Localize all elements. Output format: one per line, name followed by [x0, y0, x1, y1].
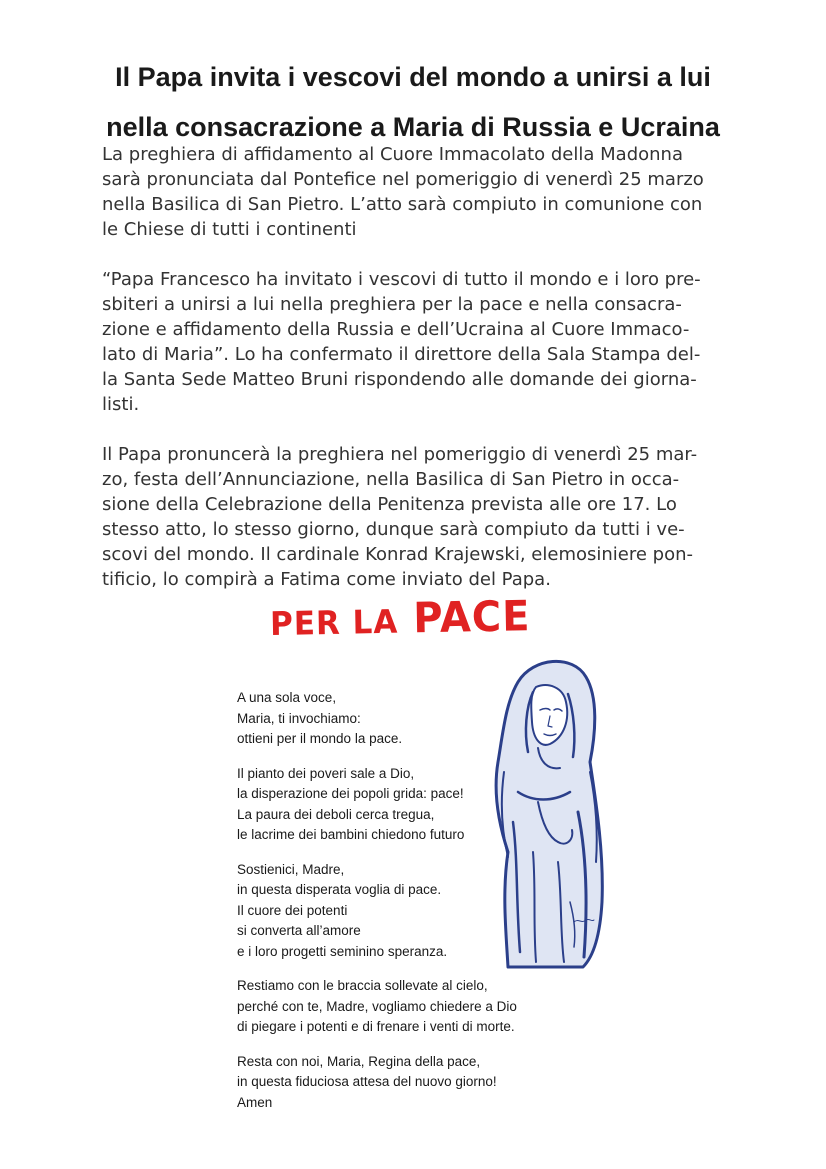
poem-line: A una sola voce,	[237, 690, 337, 705]
text-line: nella Basilica di San Pietro. L’atto sarà compiuto in comunione con	[102, 194, 703, 215]
article-body	[102, 142, 762, 617]
poem-stanza-2	[237, 764, 567, 846]
poem-line: Resta con noi, Maria, Regina della pace,	[237, 1053, 481, 1069]
text-line: lato di Maria”. Lo ha confermato il direttore della Sala Stampa del-	[102, 344, 701, 365]
text-line: le Chiese di tutti i continenti	[102, 219, 357, 240]
poem-line: si converta all’amore	[237, 923, 361, 938]
text-line: sarà pronunciata dal Pontefice nel pomeriggio di venerdì 25 marzo	[102, 169, 704, 190]
text-line: sbiteri a unirsi a lui nella preghiera per la pace e nella consacra-	[102, 294, 682, 315]
text-line: tificio, lo compirà a Fatima come inviato del Papa.	[102, 569, 551, 590]
poem-line: perché con te, Madre, vogliamo chiedere a Dio	[237, 998, 517, 1014]
poem-line: Restiamo con le braccia sollevate al cielo,	[237, 978, 488, 993]
text-line: “Papa Francesco ha invitato i vescovi di tutto il mondo e i loro pre-	[102, 269, 701, 290]
text-line: La preghiera di affidamento al Cuore Immacolato della Madonna	[102, 144, 683, 165]
poster-title-part-1: PER LA	[269, 603, 399, 644]
article-title-line-2: nella consacrazione a Maria di Russia e Ucraina	[106, 112, 720, 142]
poster-title	[270, 590, 541, 651]
prayer-poem	[237, 688, 567, 1127]
poem-line: la disperazione dei popoli grida: pace!	[237, 786, 464, 801]
poem-line: Maria, ti invochiamo:	[237, 710, 361, 726]
text-line: la Santa Sede Matteo Bruni rispondendo alle domande dei giorna-	[102, 369, 697, 390]
poem-line: Sostienici, Madre,	[237, 861, 345, 877]
poem-line: ottieni per il mondo la pace.	[237, 731, 403, 746]
poem-line: Il cuore dei potenti	[237, 902, 348, 918]
poster-title-part-2: PACE	[412, 592, 531, 643]
text-line: zione e affidamento della Russia e dell’Ucraina al Cuore Immaco-	[102, 319, 690, 340]
article-paragraph-2	[102, 267, 762, 417]
poem-line: di piegare i potenti e di frenare i venti di morte.	[237, 1019, 515, 1034]
poem-line: La paura dei deboli cerca tregua,	[237, 806, 435, 822]
poem-stanza-1	[237, 688, 567, 750]
poem-line: in questa disperata voglia di pace.	[237, 882, 442, 897]
poem-line: le lacrime dei bambini chiedono futuro	[237, 827, 465, 842]
poem-line: Amen	[237, 1094, 273, 1110]
poem-stanza-5	[237, 1052, 567, 1114]
article-paragraph-1	[102, 142, 762, 242]
poem-stanza-4	[237, 976, 567, 1038]
article-paragraph-3	[102, 442, 762, 592]
text-line: stesso atto, lo stesso giorno, dunque sarà compiuto da tutti i ve-	[102, 519, 685, 540]
text-line: Il Papa pronuncerà la preghiera nel pomeriggio di venerdì 25 mar-	[102, 444, 698, 465]
poem-line: e i loro progetti seminino speranza.	[237, 943, 448, 959]
text-line: scovi del mondo. Il cardinale Konrad Krajewski, elemosiniere pon-	[102, 544, 693, 565]
article-title-line-1: Il Papa invita i vescovi del mondo a unirsi a lui	[115, 62, 711, 92]
article-title	[40, 52, 786, 152]
poem-line: in questa fiduciosa attesa del nuovo giorno!	[237, 1074, 497, 1089]
poem-stanza-3	[237, 860, 567, 963]
poem-line: Il pianto dei poveri sale a Dio,	[237, 765, 415, 781]
text-line: zo, festa dell’Annunciazione, nella Basilica di San Pietro in occa-	[102, 469, 680, 490]
text-line: listi.	[102, 394, 140, 415]
text-line: sione della Celebrazione della Penitenza prevista alle ore 17. Lo	[102, 494, 677, 515]
